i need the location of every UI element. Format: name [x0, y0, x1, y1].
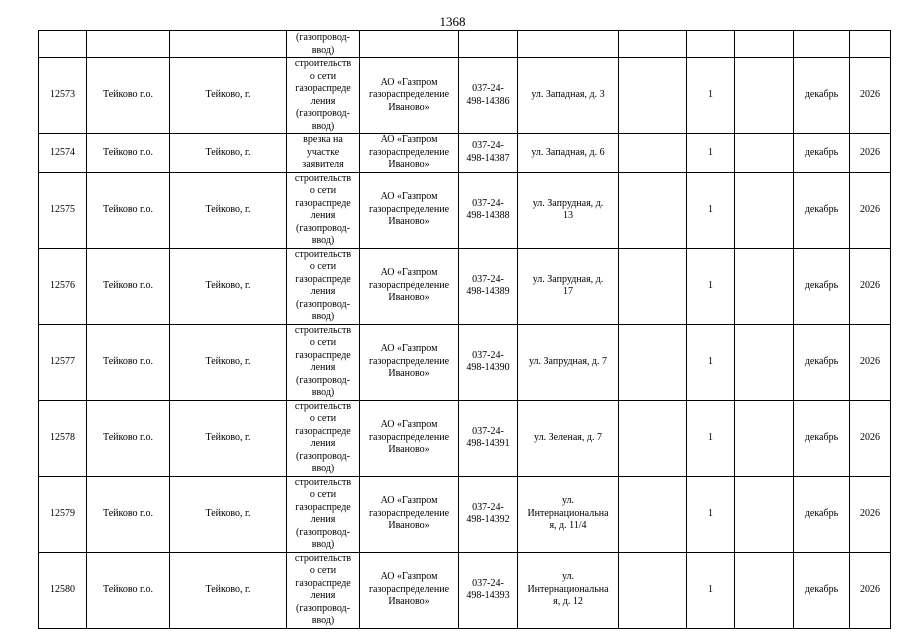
cell-district: Тейково г.о.: [87, 552, 170, 628]
cell-address: ул. Интернациональна я, д. 11/4: [518, 476, 619, 552]
cell-count: 1: [687, 172, 735, 248]
table-row: [39, 552, 891, 628]
cell-organization: АО «Газпром газораспределение Иваново»: [360, 552, 459, 628]
table-row: [39, 58, 891, 134]
cell-organization: АО «Газпром газораспределение Иваново»: [360, 248, 459, 324]
cell-year: 2026: [850, 134, 891, 173]
cell-work-type: врезка на участке заявителя: [287, 134, 360, 173]
cell-number: 12577: [39, 324, 87, 400]
cell-locality: Тейково, г.: [170, 172, 287, 248]
table-row: [39, 400, 891, 476]
table-row: [39, 324, 891, 400]
cell-month: декабрь: [794, 134, 850, 173]
cell-district: Тейково г.о.: [87, 248, 170, 324]
cell-locality: Тейково, г.: [170, 400, 287, 476]
table-row: [39, 476, 891, 552]
cell-month: декабрь: [794, 400, 850, 476]
cell-organization: АО «Газпром газораспределение Иваново»: [360, 476, 459, 552]
cell-address: ул. Запрудная, д. 17: [518, 248, 619, 324]
cell-work-type: строительств о сети газораспреде ления (газопровод- ввод): [287, 400, 360, 476]
cell-empty-1: [619, 476, 687, 552]
cell-empty-1: [619, 58, 687, 134]
cell-empty-2: [735, 172, 794, 248]
cell-empty-1: [619, 324, 687, 400]
cell-address: ул. Западная, д. 6: [518, 134, 619, 173]
cell-work-type: строительств о сети газораспреде ления (газопровод- ввод): [287, 476, 360, 552]
cell-work-type: строительств о сети газораспреде ления (газопровод- ввод): [287, 172, 360, 248]
cell-request-code: 037-24- 498-14386: [459, 58, 518, 134]
table-row: [39, 248, 891, 324]
cell-year: 2026: [850, 248, 891, 324]
cell-number: 12578: [39, 400, 87, 476]
page-number: 1368: [439, 14, 466, 29]
cell-district: Тейково г.о.: [87, 324, 170, 400]
cell-district: Тейково г.о.: [87, 134, 170, 173]
cell-organization: АО «Газпром газораспределение Иваново»: [360, 58, 459, 134]
gas-connection-table: [38, 30, 891, 629]
cell-empty-1: [619, 134, 687, 173]
cell-locality: Тейково, г.: [170, 552, 287, 628]
cell-address: ул. Зеленая, д. 7: [518, 400, 619, 476]
cell-work-type: строительств о сети газораспреде ления (газопровод- ввод): [287, 324, 360, 400]
cell-district: Тейково г.о.: [87, 476, 170, 552]
cell-address: ул. Запрудная, д. 13: [518, 172, 619, 248]
cell-work-type: строительств о сети газораспреде ления (газопровод- ввод): [287, 248, 360, 324]
cell-work-type: (газопровод- ввод): [287, 31, 360, 58]
cell-number: 12576: [39, 248, 87, 324]
cell-empty-2: [735, 58, 794, 134]
cell-district: Тейково г.о.: [87, 400, 170, 476]
cell-request-code: 037-24- 498-14390: [459, 324, 518, 400]
cell-empty-2: [735, 552, 794, 628]
cell-empty-2: [735, 476, 794, 552]
cell-month: декабрь: [794, 324, 850, 400]
cell-locality: Тейково, г.: [170, 324, 287, 400]
cell-empty-2: [735, 134, 794, 173]
cell-year: 2026: [850, 324, 891, 400]
cell-month: декабрь: [794, 248, 850, 324]
table-row-continued: [39, 31, 891, 58]
cell-count: 1: [687, 552, 735, 628]
cell-address: ул. Западная, д. 3: [518, 58, 619, 134]
cell-number: 12573: [39, 58, 87, 134]
cell-locality: Тейково, г.: [170, 476, 287, 552]
cell-address: ул. Интернациональна я, д. 12: [518, 552, 619, 628]
cell-year: 2026: [850, 552, 891, 628]
cell-organization: АО «Газпром газораспределение Иваново»: [360, 400, 459, 476]
cell-address: ул. Запрудная, д. 7: [518, 324, 619, 400]
cell-request-code: 037-24- 498-14391: [459, 400, 518, 476]
cell-empty-2: [735, 248, 794, 324]
cell-count: 1: [687, 58, 735, 134]
cell-empty-2: [735, 400, 794, 476]
cell-year: 2026: [850, 400, 891, 476]
cell-locality: Тейково, г.: [170, 134, 287, 173]
cell-request-code: 037-24- 498-14389: [459, 248, 518, 324]
cell-month: декабрь: [794, 172, 850, 248]
cell-organization: АО «Газпром газораспределение Иваново»: [360, 172, 459, 248]
cell-year: 2026: [850, 172, 891, 248]
cell-locality: Тейково, г.: [170, 58, 287, 134]
cell-empty-1: [619, 400, 687, 476]
cell-count: 1: [687, 476, 735, 552]
cell-request-code: 037-24- 498-14392: [459, 476, 518, 552]
cell-empty-1: [619, 248, 687, 324]
cell-number: 12575: [39, 172, 87, 248]
cell-locality: Тейково, г.: [170, 248, 287, 324]
cell-number: 12579: [39, 476, 87, 552]
cell-year: 2026: [850, 476, 891, 552]
cell-count: 1: [687, 400, 735, 476]
cell-work-type: строительств о сети газораспреде ления (газопровод- ввод): [287, 58, 360, 134]
cell-empty-1: [619, 552, 687, 628]
cell-district: Тейково г.о.: [87, 172, 170, 248]
cell-request-code: 037-24- 498-14388: [459, 172, 518, 248]
cell-organization: АО «Газпром газораспределение Иваново»: [360, 134, 459, 173]
cell-request-code: 037-24- 498-14387: [459, 134, 518, 173]
cell-request-code: 037-24- 498-14393: [459, 552, 518, 628]
cell-month: декабрь: [794, 476, 850, 552]
table-row: [39, 172, 891, 248]
cell-empty-1: [619, 172, 687, 248]
cell-month: декабрь: [794, 552, 850, 628]
cell-empty-2: [735, 324, 794, 400]
cell-organization: АО «Газпром газораспределение Иваново»: [360, 324, 459, 400]
cell-number: 12574: [39, 134, 87, 173]
cell-work-type: строительств о сети газораспреде ления (газопровод- ввод): [287, 552, 360, 628]
cell-count: 1: [687, 324, 735, 400]
cell-month: декабрь: [794, 58, 850, 134]
cell-number: 12580: [39, 552, 87, 628]
cell-district: Тейково г.о.: [87, 58, 170, 134]
cell-count: 1: [687, 248, 735, 324]
cell-year: 2026: [850, 58, 891, 134]
cell-count: 1: [687, 134, 735, 173]
table-row: [39, 134, 891, 173]
